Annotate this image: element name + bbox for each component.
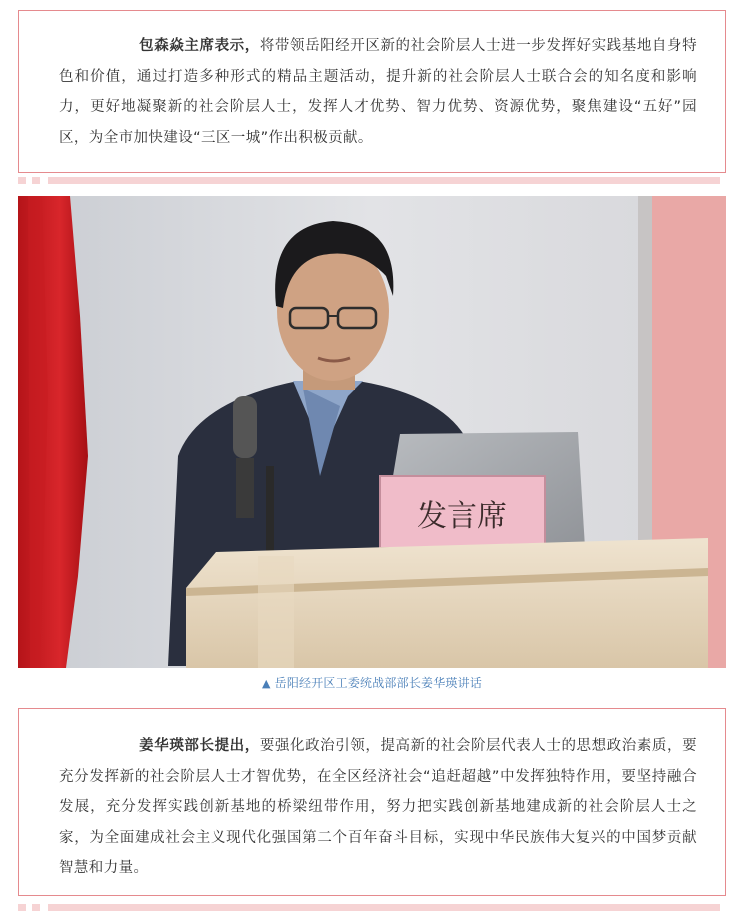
paragraph-box-1 xyxy=(18,10,726,173)
photo-caption xyxy=(0,674,744,691)
paragraph-1-body: 将带领岳阳经开区新的社会阶层人士进一步发挥好实践基地自身特色和价值，通过打造多种形式的精品主题活动，提升新的社会阶层人士联合会的知名度和影响力，更好地凝聚新的社会阶层人士，发挥人才优势、智力优势、资源优势，聚焦建设“五好”园区，为全市加快建设“三区一城”作出积极贡献。 xyxy=(59,38,697,146)
paragraph-2-lead: 姜华瑛部长提出， xyxy=(139,738,260,754)
caption-triangle-icon: ▲ xyxy=(261,677,271,690)
paragraph-1-lead: 包森焱主席表示， xyxy=(139,38,260,54)
speaker-photo xyxy=(18,196,726,668)
decorative-strip-1 xyxy=(18,177,726,184)
podium-sign-text: 发言席 xyxy=(417,499,507,534)
caption-text: 岳阳经开区工委统战部部长姜华瑛讲话 xyxy=(274,676,483,690)
paragraph-2-body: 要强化政治引领，提高新的社会阶层代表人士的思想政治素质，要充分发挥新的社会阶层人士才智优势，在全区经济社会“追赶超越”中发挥独特作用，要坚持融合发展，充分发挥实践创新基地的桥梁纽带作用，努力把实践创新基地建成新的社会阶层人士之家，为全面建成社会主义现代化强国第二个百年奋斗目标，实现中华民族伟大复兴的中国梦贡献智慧和力量。 xyxy=(59,738,697,876)
decorative-strip-2 xyxy=(18,904,726,911)
paragraph-box-2 xyxy=(18,708,726,896)
